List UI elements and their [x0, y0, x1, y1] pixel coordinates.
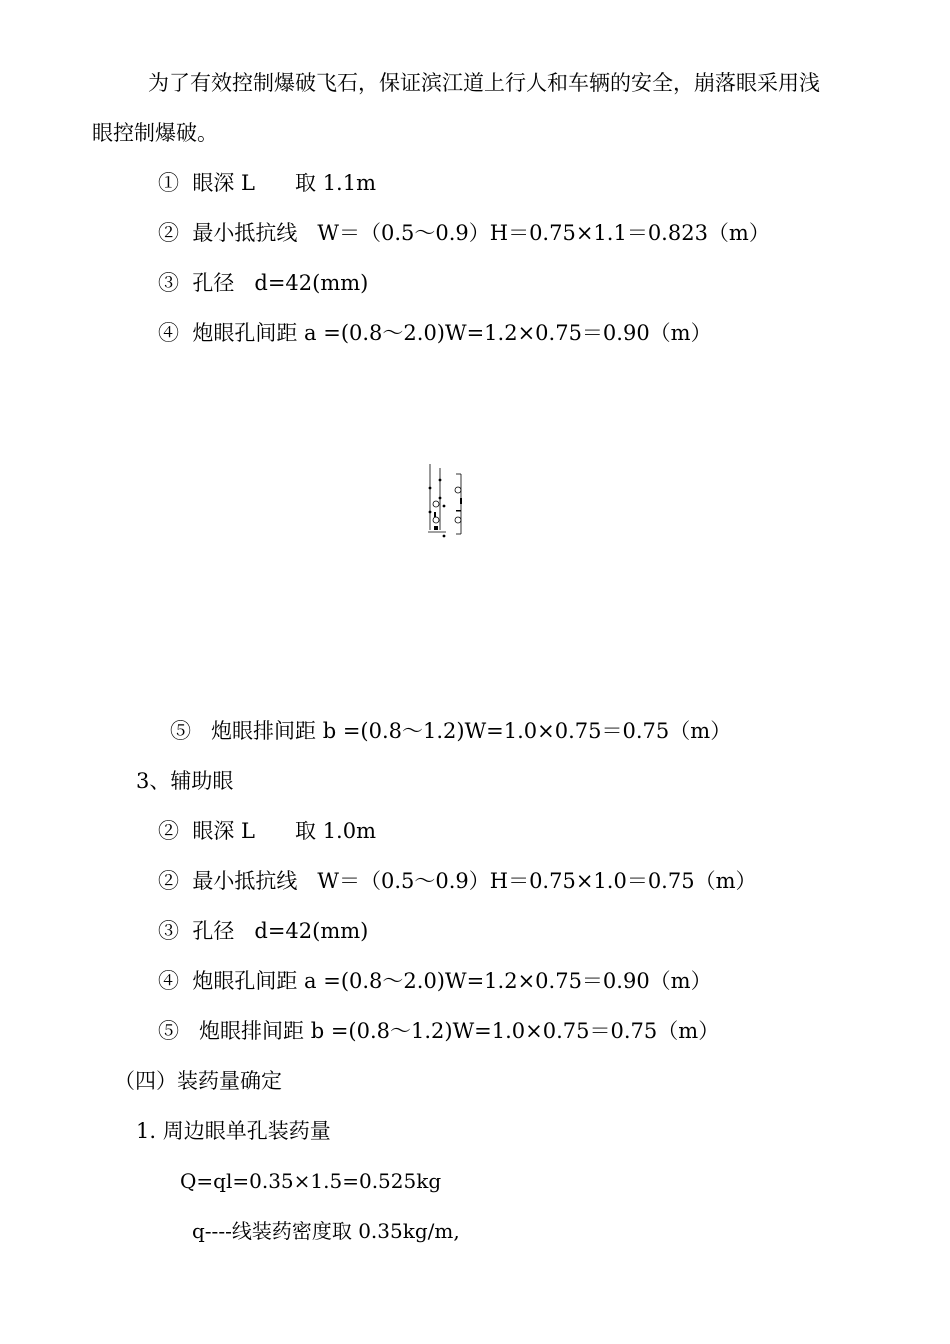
intro-line-1: 为了有效控制爆破飞石，保证滨江道上行人和车辆的安全，崩落眼采用浅 [148, 71, 820, 95]
charge-subheading: 1. 周边眼单孔装药量 [136, 1119, 331, 1143]
figure-hole [455, 487, 461, 493]
figure-hole [433, 517, 439, 523]
shallow-hole-diameter: ③ 孔径 d=42(mm) [158, 271, 369, 295]
shallow-hole-depth: ① 眼深 L 取 1.1m [158, 171, 377, 195]
charge-formula: Q=ql=0.35×1.5=0.525kg [180, 1169, 442, 1193]
charge-note: q----线装药密度取 0.35kg/m, [192, 1219, 460, 1243]
blast-hole-figure [418, 458, 478, 542]
shallow-hole-burden: ② 最小抵抗线 W＝（0.5～0.9）H＝0.75×1.1＝0.823（m） [158, 221, 770, 245]
charge-section-heading: （四）装药量确定 [114, 1069, 282, 1093]
figure-hole [433, 501, 439, 507]
intro-line-2: 眼控制爆破。 [92, 121, 218, 145]
auxiliary-hole-burden: ② 最小抵抗线 W＝（0.5～0.9）H＝0.75×1.0＝0.75（m） [158, 869, 757, 893]
shallow-hole-row-spacing: ⑤ 炮眼排间距 b =(0.8～1.2)W=1.0×0.75＝0.75（m） [170, 719, 732, 743]
auxiliary-hole-spacing: ④ 炮眼孔间距 a =(0.8～2.0)W=1.2×0.75＝0.90（m） [158, 969, 712, 993]
auxiliary-hole-diameter: ③ 孔径 d=42(mm) [158, 919, 369, 943]
auxiliary-hole-depth: ② 眼深 L 取 1.0m [158, 819, 377, 843]
shallow-hole-spacing: ④ 炮眼孔间距 a =(0.8～2.0)W=1.2×0.75＝0.90（m） [158, 321, 712, 345]
figure-hole [455, 517, 461, 523]
auxiliary-hole-row-spacing: ⑤ 炮眼排间距 b =(0.8～1.2)W=1.0×0.75＝0.75（m） [158, 1019, 720, 1043]
auxiliary-holes-heading: 3、辅助眼 [136, 769, 234, 793]
